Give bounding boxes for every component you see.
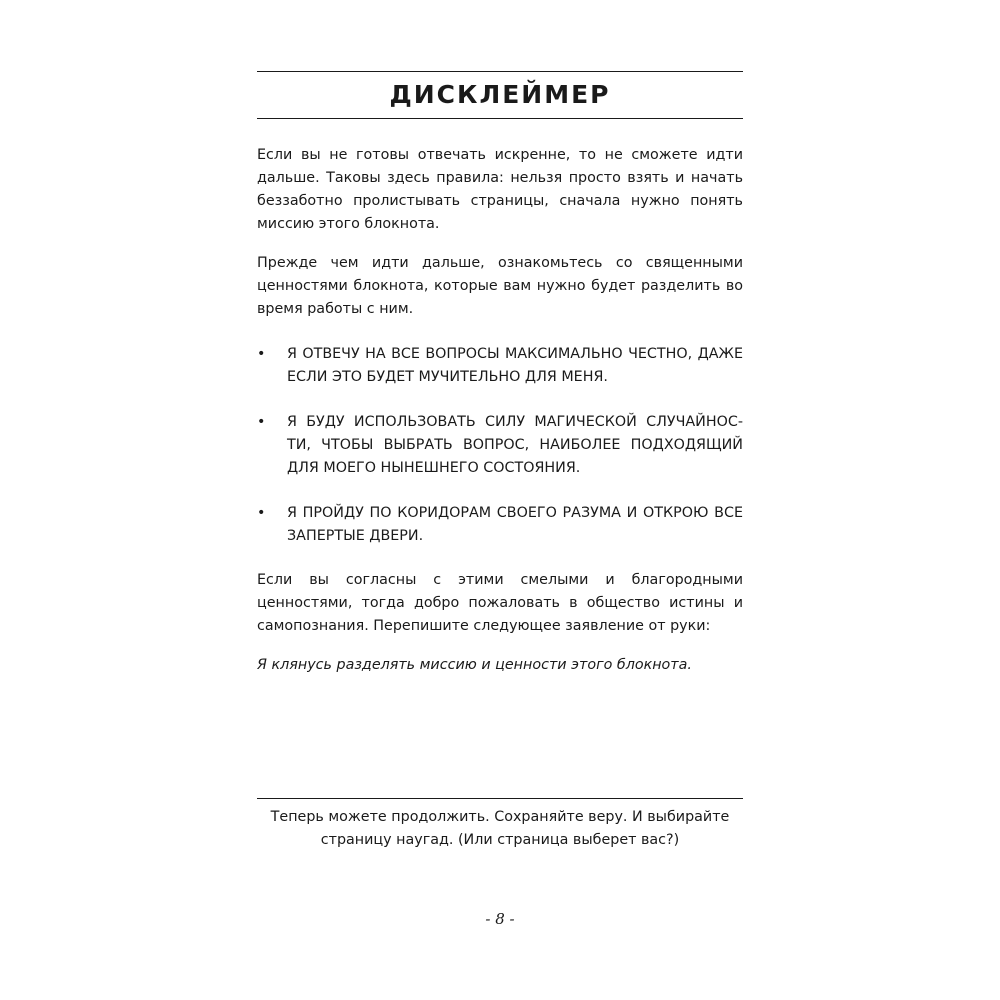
values-list: [257, 343, 743, 548]
list-item-text: Я ОТВЕЧУ НА ВСЕ ВОПРОСЫ МАКСИМАЛЬНО ЧЕСТНО, ДАЖЕ ЕСЛИ ЭТО БУДЕТ МУЧИТЕЛЬНО ДЛЯ МЕНЯ.: [287, 346, 743, 385]
list-item: [257, 411, 743, 480]
bullet-icon: •: [257, 414, 266, 430]
list-item-text: Я ПРОЙДУ ПО КОРИДОРАМ СВОЕГО РАЗУМА И ОТКРОЮ ВСЕ ЗАПЕРТЫЕ ДВЕРИ.: [287, 505, 743, 544]
signature-line: [257, 798, 743, 799]
page-title: ДИСКЛЕЙМЕР: [389, 80, 611, 109]
footer-note-line-2: страницу наугад. (Или страница выберет вас?): [320, 832, 680, 848]
footer-note: [257, 806, 743, 852]
values-intro-paragraph: Прежде чем идти дальше, ознакомьтесь со священными ценностями блокнота, которые вам нужно будет разделить во время работы с ним.: [257, 255, 743, 317]
bullet-icon: •: [257, 346, 266, 362]
list-item-text: Я БУДУ ИСПОЛЬЗОВАТЬ СИЛУ МАГИЧЕСКОЙ СЛУЧАЙНОС-ТИ, ЧТОБЫ ВЫБРАТЬ ВОПРОС, НАИБОЛЕЕ ПОДХОДЯЩИЙ ДЛЯ МОЕГО НЫНЕШНЕГО СОСТОЯНИЯ.: [287, 414, 743, 476]
title-top-rule: [257, 71, 743, 72]
list-item: [257, 502, 743, 548]
footer-note-line-1: Теперь можете продолжить. Сохраняйте веру. И выбирайте: [270, 809, 730, 825]
page-number: - 8 -: [485, 910, 515, 928]
closing-paragraph: Если вы согласны с этими смелыми и благородными ценностями, тогда добро пожаловать в общество истины и самопознания. Перепишите следующее заявление от руки:: [257, 572, 743, 634]
intro-paragraph: Если вы не готовы отвечать искренне, то не сможете идти дальше. Таковы здесь правила: нельзя просто взять и начать беззаботно пролистывать страницы, сначала нужно понять миссию этого блокнота.: [257, 147, 743, 232]
title-bottom-rule: [257, 118, 743, 119]
pledge-statement: Я клянусь разделять миссию и ценности этого блокнота.: [257, 657, 692, 673]
list-item: [257, 343, 743, 389]
bullet-icon: •: [257, 505, 266, 521]
